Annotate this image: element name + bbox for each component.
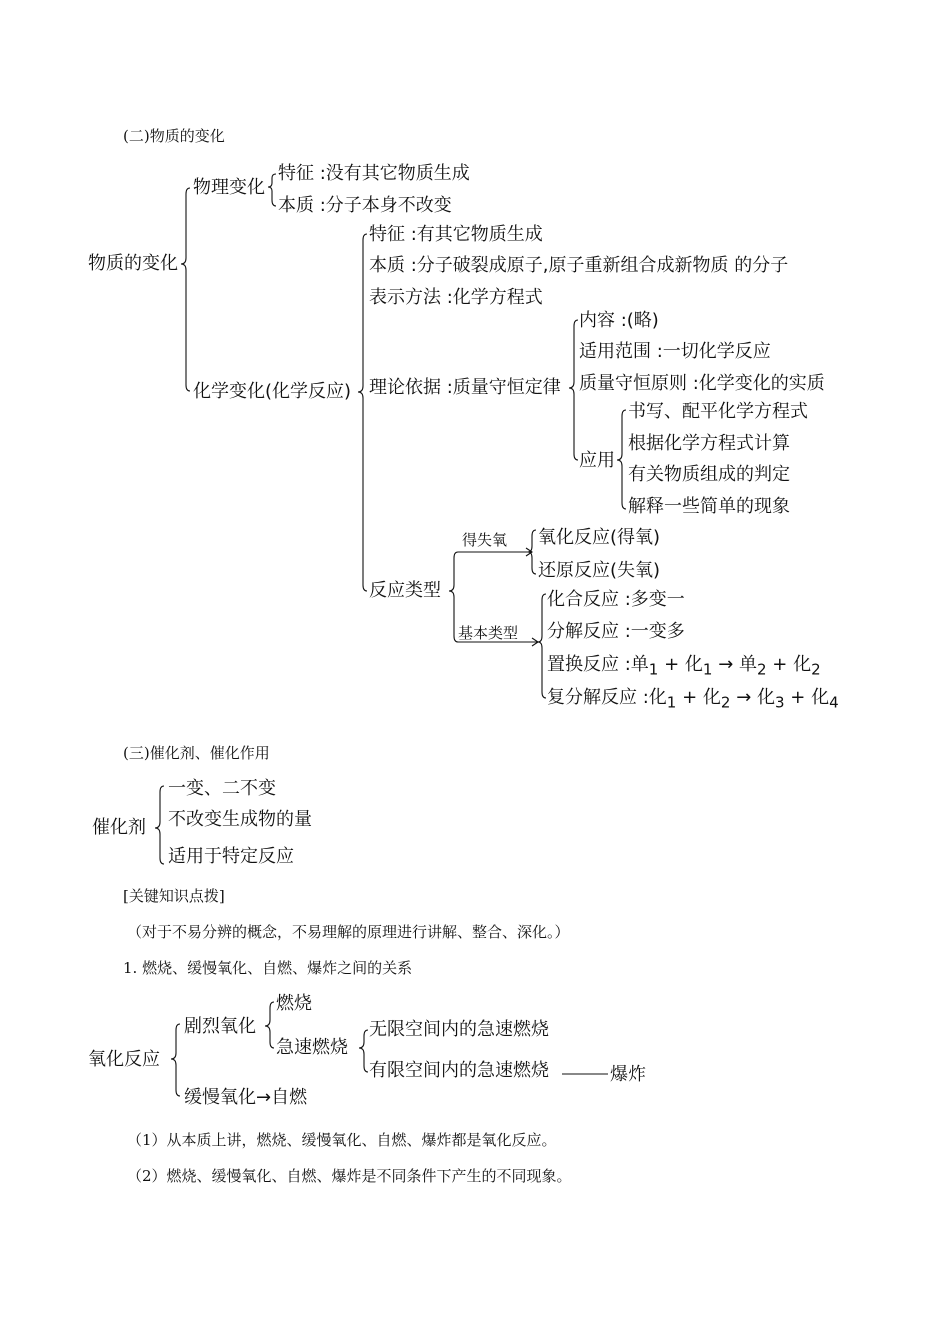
law-application: 应用 — [579, 450, 615, 471]
oxidation-root: 氧化反应 — [88, 1049, 160, 1070]
chemical-feature: 特征 :有其它物质生成 — [369, 224, 543, 245]
catalyst-item-2: 不改变生成物的量 — [168, 809, 312, 830]
basic-types-label: 基本类型 — [458, 624, 519, 642]
combustion: 燃烧 — [276, 993, 312, 1014]
app-item-2: 根据化学方程式计算 — [628, 433, 790, 454]
oxidation-reaction: 氧化反应(得氧) — [538, 527, 661, 548]
physical-feature: 特征 :没有其它物质生成 — [278, 163, 470, 184]
reduction-reaction: 还原反应(失氧) — [538, 560, 661, 581]
key-points-heading: [关键知识点拨] — [123, 887, 225, 905]
note-2: （2）燃烧、缓慢氧化、自燃、爆炸是不同条件下产生的不同现象。 — [127, 1167, 572, 1185]
root-material-change: 物质的变化 — [88, 253, 178, 274]
brace-root — [181, 188, 190, 391]
limited-space-combustion: 有限空间内的急速燃烧 — [369, 1060, 549, 1081]
rapid-combustion: 急速燃烧 — [276, 1037, 348, 1058]
brace-chemical — [358, 234, 367, 591]
chemical-theory: 理论依据 :质量守恒定律 — [369, 377, 561, 398]
section3-heading: (三)催化剂、催化作用 — [123, 744, 270, 762]
law-scope: 适用范围 :一切化学反应 — [579, 341, 771, 362]
redox-label: 得失氧 — [462, 531, 508, 549]
section2-heading: (二)物质的变化 — [123, 127, 225, 145]
double-decomposition-reaction: 复分解反应 :化$_1$ + 化$_2$ → 化$_3$ + 化$_4$ — [547, 687, 839, 712]
app-item-4: 解释一些简单的现象 — [628, 496, 790, 517]
arrow-icon: → — [736, 687, 752, 708]
chemical-notation: 表示方法 :化学方程式 — [369, 287, 543, 308]
brace-apps — [617, 410, 626, 509]
self-ignition: 自燃 — [271, 1087, 308, 1108]
brace-basic — [538, 594, 546, 698]
violent-oxidation: 剧烈氧化 — [184, 1016, 256, 1037]
brace-violent — [265, 1002, 274, 1048]
slow-oxidation: 缓慢氧化 — [184, 1087, 256, 1108]
key-points-item1-title: 1. 燃烧、缓慢氧化、自燃、爆炸之间的关系 — [123, 959, 413, 977]
explosion: 爆炸 — [610, 1064, 646, 1085]
brace-oxidation — [171, 1024, 180, 1096]
law-principle: 质量守恒原则 :化学变化的实质 — [579, 373, 825, 394]
brace-rapid — [359, 1030, 368, 1072]
double-decomposition-label: 复分解反应 : — [547, 687, 649, 708]
slow-oxidation-line — [184, 1089, 307, 1107]
catalyst-item-1: 一变、二不变 — [168, 778, 276, 799]
note-1: （1）从本质上讲，燃烧、缓慢氧化、自燃、爆炸都是氧化反应。 — [127, 1131, 557, 1149]
branch-types — [449, 552, 458, 642]
brace-physical — [268, 174, 276, 206]
reaction-types-label: 反应类型 — [369, 580, 441, 601]
physical-change-label: 物理变化 — [193, 177, 265, 198]
displacement-label: 置换反应 : — [547, 654, 631, 675]
catalyst-item-3: 适用于特定反应 — [168, 846, 294, 867]
displacement-reaction: 置换反应 :单$_1$ + 化$_1$ → 单$_2$ + 化$_2$ — [547, 654, 821, 679]
key-points-intro: （对于不易分辨的概念，不易理解的原理进行讲解、整合、深化。） — [127, 923, 570, 941]
physical-essence: 本质 :分子本身不改变 — [278, 195, 452, 216]
app-item-1: 书写、配平化学方程式 — [628, 401, 808, 422]
arrow-icon: → — [256, 1087, 272, 1108]
decomposition-reaction: 分解反应 :一变多 — [547, 621, 685, 642]
combination-reaction: 化合反应 :多变一 — [547, 589, 685, 610]
law-content: 内容 :(略) — [579, 310, 659, 331]
brace-catalyst — [155, 786, 164, 864]
arrow-icon: → — [718, 654, 734, 675]
unlimited-space-combustion: 无限空间内的急速燃烧 — [369, 1019, 549, 1040]
chemical-essence: 本质 :分子破裂成原子,原子重新组合成新物质 的分子 — [369, 255, 789, 276]
catalyst-root: 催化剂 — [92, 817, 146, 838]
brace-law — [569, 320, 578, 460]
chemical-change-label: 化学变化(化学反应) — [193, 381, 352, 402]
app-item-3: 有关物质组成的判定 — [628, 464, 790, 485]
